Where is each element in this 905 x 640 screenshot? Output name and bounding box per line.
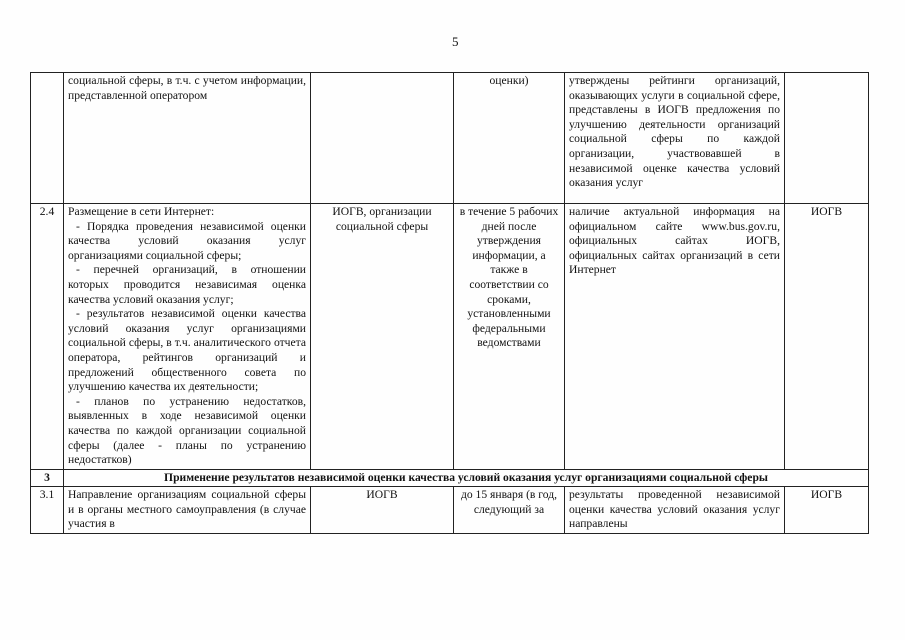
section-title: Применение результатов независимой оценки качества условий оказания услуг организациями социальной сферы [64, 469, 869, 487]
table-row [31, 204, 869, 470]
item-number: 3.1 [31, 487, 64, 534]
list-item: - результатов независимой оценки качества условий оказания услуг организациями социальной сферы, в т.ч. аналитического отчета оператора, рейтингов организаций и предложений общественного совета по улучшению качества их деятельности; [68, 307, 306, 394]
responsible-cell: ИОГВ [785, 487, 869, 534]
executor-cell: ИОГВ [311, 487, 454, 534]
item-number: 2.4 [31, 204, 64, 470]
responsible-cell [785, 73, 869, 204]
result-cell: результаты проведенной независимой оценки качества условий оказания услуг направлены [565, 487, 785, 534]
executor-cell [311, 73, 454, 204]
plan-table [30, 72, 869, 534]
item-number [31, 73, 64, 204]
deadline-cell: до 15 января (в год, следующий за [454, 487, 565, 534]
section-row [31, 469, 869, 487]
responsible-cell: ИОГВ [785, 204, 869, 470]
list-item: - перечней организаций, в отношении которых проводится независимая оценка качества условий оказания услуг; [68, 263, 306, 306]
task-cell: социальной сферы, в т.ч. с учетом информации, представленной оператором [64, 73, 311, 204]
list-item: - Порядка проведения независимой оценки качества условий оказания услуг организациями социальной сферы; [68, 219, 306, 262]
table-row [31, 73, 869, 204]
task-cell: Направление организациям социальной сферы и в органы местного самоуправления (в случае участия в [64, 487, 311, 534]
page-number: 5 [452, 34, 459, 49]
task-intro: Размещение в сети Интернет: [68, 205, 215, 218]
deadline-cell: оценки) [454, 73, 565, 204]
deadline-cell: в течение 5 рабочих дней после утверждения информации, а также в соответствии со сроками, установленными федеральными ведомствами [454, 204, 565, 470]
executor-cell: ИОГВ, организации социальной сферы [311, 204, 454, 470]
section-number: 3 [31, 469, 64, 487]
result-cell: утверждены рейтинги организаций, оказывающих услуги в социальной сфере, представлены в ИОГВ предложения по улучшению деятельности организаций социальной сферы по каждой организации, участвовавшей в независимой оценке качества условий оказания услуг [565, 73, 785, 204]
task-cell [64, 204, 311, 470]
list-item: - планов по устранению недостатков, выявленных в ходе независимой оценки качества по каждой организации социальной сферы (далее - планы по устранению недостатков) [68, 394, 306, 467]
result-cell: наличие актуальной информация на официальном сайте www.bus.gov.ru, официальных сайтах ИОГВ, официальных сайтах организаций в сети Интернет [565, 204, 785, 470]
table-row [31, 487, 869, 534]
task-list [68, 220, 306, 468]
